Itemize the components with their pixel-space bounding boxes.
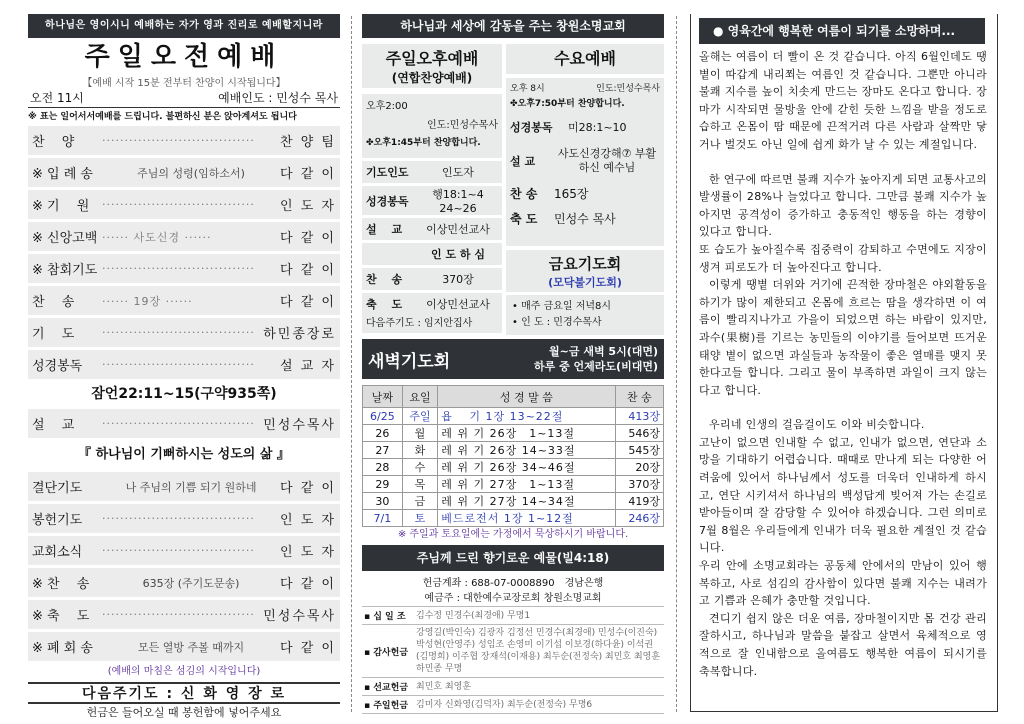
order-detail: ·································· [102,608,255,621]
dawn-prayer-banner [362,339,664,379]
afternoon-next-prayer: 다음주기도 : 임지안집사 [362,315,502,333]
offering-table [362,607,664,714]
order-detail: ·································· [102,134,255,147]
order-label: 찬 양 [32,135,75,150]
wednesday-friday [506,44,664,335]
wednesday-hymn-value: 165장 [554,187,589,201]
table-cell: 6/25 [363,408,403,425]
order-person: 인 도 자 [280,199,336,214]
table-cell: 419장 [615,493,663,510]
afternoon-order-value: 이상민선교사 [426,223,490,236]
friday-info [506,295,664,335]
column-separator [351,16,352,712]
table-row [363,442,664,459]
order-person: 하민종장로 [263,327,336,342]
wednesday-title: 수요예배 [506,44,664,74]
order-item [28,568,340,597]
order-person: 찬 양 팀 [280,135,336,150]
essay-paragraph: 우리 안에 소명교회라는 공동체 안에서의 만남이 있어 행복하고, 사로 섬김의 감사함이 있다면 불쾌 지수는 내려가고 기쁨과 은혜가 충만할 것입니다. [699,559,987,608]
afternoon-order-label: 찬 송 [366,273,403,286]
friday-header [506,250,664,292]
essay-paragraph: 고난이 없으면 인내할 수 없고, 인내가 없으면, 연단과 소망을 기대하기 어렵습니다. 때때로 만나게 되는 다양한 어려움에 있어서 하나님께서 성도를 더욱더 인내하게 하시고, 연단 시키셔서 하나님의 백성답게 빚어져 가는 손길로 받아들이며 잘 감당할 수 있어야 하겠습니다. 그런 의미로 7월 8월은 우리들에게 인내가 더욱 필요한 계절인 것 같습니다. [699,435,987,555]
afternoon-order-item [362,243,502,265]
order-label: 설 교 [32,418,75,433]
table-header [363,386,664,408]
page-title: 주일오전예배 [84,42,284,72]
offering-note: 헌금은 들어오실 때 봉헌함에 넣어주세요 [86,706,282,719]
order-item [28,286,340,315]
table-cell: 토 [402,510,437,527]
order-item [28,254,340,283]
order-item [28,158,340,187]
order-person: 다 같 이 [280,481,336,496]
order-detail: 나 주님의 기쁨 되기 원하네 [125,480,257,494]
dawn-time-2: 하루 중 언제라도(비대면) [534,360,658,373]
table-cell: 545장 [615,442,663,459]
order-detail: 635장 (주기도문송) [142,576,240,590]
order-item [28,318,340,347]
order-list [28,409,340,438]
offering-names: 강영길(박인숙) 김광자 김정선 민경수(최경애) 민성수(이진숙) 박성현(안영주) 성임조 손영미 이기섭 이보경(하다윤) 이석권(김명희) 이주협 장재석(이재용) 최두순(전정숙) 최민호 최영훈 하민종 무명 [414,625,664,678]
offering-row [362,607,664,625]
offering-type: ▪ 감사헌금 [362,625,414,678]
account-number: 헌금계좌 : 688-07-0008890 경남은행 [422,578,604,589]
dawn-times [534,344,658,374]
afternoon-subtitle: (연합찬양예배) [391,71,473,85]
afternoon-title: 주일오후예배 [385,49,479,68]
table-cell: 수 [402,459,437,476]
friday-title: 금요기도회 [548,255,622,273]
order-item [28,504,340,533]
essay-paragraph: 우리네 인생의 걸음걸이도 이와 비슷합니다. [709,418,925,432]
table-cell: 금 [402,493,437,510]
order-detail: ·································· [102,358,255,371]
service-leader: 예배인도 : 민성수 목사 [218,91,338,105]
order-list [28,126,340,379]
table-cell: 레 위 기 27장 14~34절 [438,493,615,510]
dawn-title: 새벽기도회 [368,351,451,372]
table-cell: 28 [363,459,403,476]
afternoon-praise-time: ✤오후1:45부터 찬양합니다. [366,138,481,148]
wednesday-time: 오후 8시 [510,84,545,94]
wednesday-praise-time: ✤오후7:50부터 찬양합니다. [510,99,625,109]
table-cell: 413장 [615,408,663,425]
services-grid [362,44,664,335]
order-label: 교회소식 [32,545,83,560]
afternoon-order [362,161,502,315]
order-detail: ·································· [102,544,255,557]
order-label: ※ 축 도 [32,609,90,624]
order-detail: 주님의 성령(임하소서) [137,166,245,180]
essay-paragraph: 또 습도가 높아질수록 집중력이 감퇴하고 수면에도 지장이 생겨 피로도가 더 높아진다고 합니다. [699,242,987,274]
reading-schedule-table [362,385,664,527]
afternoon-order-value: 인 도 하 심 [431,248,485,261]
order-label: ※ 폐 회 송 [32,641,93,656]
time-leader-row [28,88,340,108]
afternoon-service [362,44,502,335]
order-person: 민성수목사 [263,609,336,624]
afternoon-order-item [362,293,502,315]
table-cell: 레 위 기 26장 1~13절 [438,425,615,442]
offering-row [362,625,664,678]
wednesday-hymn-label: 찬 송 [510,187,538,201]
church-banner: 하나님과 세상에 감동을 주는 창원소명교회 [362,14,664,38]
weekly-services-column [362,14,664,712]
friday-item: • 인 도 : 민경수목사 [512,317,602,328]
order-item [28,409,340,438]
table-cell: 베드로전서 1장 1~12절 [438,510,615,527]
table-row [363,493,664,510]
order-label: 성경봉독 [32,359,83,374]
order-detail: ·································· [102,198,255,211]
wednesday-hymn-row [510,185,660,202]
dawn-time-1: 월~금 새벽 5시(대면) [549,345,658,358]
wednesday-leader: 인도:민성수목사 [596,84,660,94]
subtitle: 【예배 시작 15분 전부터 찬양이 시작됩니다】 [82,78,286,89]
order-label: ※ 기 원 [32,199,90,214]
standing-note: ※ 표는 일어서서예배를 드립니다. 불편하신 분은 앉아계셔도 됩니다 [28,112,297,122]
order-person: 다 같 이 [280,641,336,656]
essay-column [690,14,998,712]
table-cell: 화 [402,442,437,459]
order-detail: 모든 열방 주볼 때까지 [137,640,245,654]
order-person: 다 같 이 [280,263,336,278]
wednesday-reading-value: 미28:1~10 [568,121,627,134]
order-item [28,222,340,251]
afternoon-order-value: 인도자 [442,166,474,179]
order-label: ※ 신앙고백 [32,231,98,246]
essay-paragraph: 한 연구에 따르면 불쾌 지수가 높아지게 되면 교통사고의 발생률이 28%나 늘었다고 합니다. 그만큼 불쾌 지수가 높아지면 공격성이 증가하고 충동적인 행동을 하는 경향이 있다고 합니다. [699,172,987,239]
order-person: 설 교 자 [280,359,336,374]
friday-item: • 매주 금요일 저녁8시 [512,301,612,312]
order-item [28,350,340,379]
afternoon-order-item [362,268,502,290]
offering-type: ▪ 주일헌금 [362,696,414,714]
order-label: 찬 송 [32,295,75,310]
next-week-prayer: 다음주기도 : 신 화 영 장 로 [28,682,340,704]
order-person: 다 같 이 [280,577,336,592]
order-item [28,126,340,155]
wednesday-time-row [510,81,660,94]
table-row [363,408,664,425]
afternoon-time: 오후2:00 [366,101,408,112]
afternoon-order-value: 이상민선교사 [426,298,490,311]
column-header: 날짜 [363,386,403,408]
table-cell: 레 위 기 26장 14~33절 [438,442,615,459]
wednesday-reading-label: 성경봉독 [510,121,553,134]
column-separator [676,16,677,712]
table-cell: 546장 [615,425,663,442]
table-cell: 7/1 [363,510,403,527]
essay-paragraph: 견디기 쉽지 않은 더운 여름, 장마철이지만 몸 건강 관리 잘하시고, 하나님과 말씀을 붙잡고 살면서 육체적으로 영적으로 잘 인내함으로 올여름도 행복한 여름이 되시기를 축복합니다. [699,611,987,678]
wednesday-reading-row [510,119,660,135]
essay-paragraph: 올해는 여름이 더 빨이 온 것 같습니다. 아직 6월인데도 땡볕이 따갑게 내리쬐는 여름인 것 같습니다. 그뿐만 아니라 불쾌 지수를 높이 치솟게 만드는 장마도 온다고 합니다. 장마가 시작되면 물방울 안에 갇힌 듯한 느낌을 받을 정도로 습하고 온몸이 땀 때문에 끈적거려 다른 사람과 살짝만 닿거나 벌것도 아닌 일에 쉽게 화가 날 수 있는 계절입니다. [699,50,987,151]
table-row [363,459,664,476]
closing-note: (예배의 마침은 섬김의 시작입니다) [107,666,261,677]
order-item [28,536,340,565]
wednesday-sermon-label: 설 교 [510,155,536,168]
essay-body [691,44,997,680]
order-detail: ·································· [102,512,255,525]
account-holder: 예금주 : 대한예수교장로회 창원소명교회 [362,589,664,607]
order-person: 다 같 이 [280,231,336,246]
table-row [363,510,664,527]
table-cell: 레 위 기 27장 1~13절 [438,476,615,493]
afternoon-order-label: 축 도 [366,298,403,311]
order-item [28,600,340,629]
offering-row [362,696,664,714]
table-cell: 246장 [615,510,663,527]
table-row [363,425,664,442]
column-header: 성 경 말 씀 [438,386,615,408]
offering-names: 김미자 신화영(김덕자) 최두순(전정숙) 무명6 [414,696,664,714]
afternoon-order-label: 성경봉독 [366,194,409,208]
afternoon-order-item [362,218,502,240]
table-cell: 30 [363,493,403,510]
order-person: 다 같 이 [280,167,336,182]
table-cell: 20장 [615,459,663,476]
table-cell: 26 [363,425,403,442]
order-label: 봉헌기도 [32,513,83,528]
wednesday-sermon-row [510,147,660,175]
afternoon-header [362,44,502,88]
order-person: 다 같 이 [280,295,336,310]
table-cell: 주일 [402,408,437,425]
scripture-ref: 잠언22:11~15(구약935쪽) [91,386,277,402]
table-row [363,476,664,493]
table-cell: 목 [402,476,437,493]
order-label: ※ 입 례 송 [32,167,93,182]
essay-paragraph: 이렇게 땡볕 더위와 거기에 끈적한 장마철은 야외활동을 하기가 많이 제한되고 온몸에 흐르는 땀을 생각하면 이 여름이 빨리지나가고 가을이 되었으면 하는 바람이 있지만, 과수(果樹)를 기르는 농민들의 이야기를 들어보면 뜨거운 태양 볕이 없으면 과실들과 농작물이 좋은 열매를 맺지 못한다고들 합니다. 그리고 물이 부족하면 과일이 크지 않는다고 합니다. [699,278,987,397]
sermon-title: 『 하나님이 기뻐하시는 성도의 삶 』 [78,447,290,462]
wednesday-blessing-label: 축 도 [510,212,538,226]
order-label: 기 도 [32,327,75,342]
wednesday-blessing-value: 민성수 목사 [554,212,616,226]
afternoon-order-value: 370장 [442,273,474,286]
order-person: 인 도 자 [280,513,336,528]
offering-row [362,678,664,696]
offering-type: ▪ 선교헌금 [362,678,414,696]
wednesday-info [506,78,664,246]
table-cell: 욥 기 1장 13~22절 [438,408,615,425]
offering-names: 최민호 최영훈 [414,678,664,696]
table-cell: 29 [363,476,403,493]
offering-banner: 주님께 드린 향기로운 예물(빌4:18) [362,545,664,571]
order-detail: ······ 19장 ······ [102,294,193,308]
column-header: 요일 [402,386,437,408]
essay-title: ● 영육간에 행복한 여름이 되기를 소망하며... [699,18,985,44]
afternoon-order-label: 설 교 [366,223,403,236]
order-label: ※ 참회기도 [32,263,98,278]
afternoon-order-label: 기도인도 [366,166,409,179]
schedule-note: ※ 주일과 토요일에는 가정에서 묵상하시기 바랍니다. [397,529,629,540]
order-detail: ·································· [102,326,255,339]
morning-service-column [28,14,340,719]
order-person: 인 도 자 [280,545,336,560]
order-detail: ·································· [102,262,255,275]
order-person: 민성수목사 [263,418,336,433]
afternoon-info [362,94,502,158]
order-label: 결단기도 [32,481,83,496]
table-cell: 레 위 기 26장 34~46절 [438,459,615,476]
friday-subtitle: (모닥불기도회) [548,276,622,289]
offering-type: ▪ 십 일 조 [362,607,414,625]
order-item [28,472,340,501]
order-item [28,632,340,661]
offering-names: 김수정 민경수(최경애) 무명1 [414,607,664,625]
order-item [28,190,340,219]
service-time: 오전 11시 [30,91,84,105]
wednesday-blessing-row [510,210,660,227]
wednesday-sermon-value: 사도신경강해⑦ 부활하신 예수님 [557,147,657,174]
table-cell: 27 [363,442,403,459]
afternoon-order-value: 행18:1~4 24~26 [432,188,484,215]
table-cell: 370장 [615,476,663,493]
column-header: 찬 송 [615,386,663,408]
order-detail: ······ 사도신경 ······ [102,230,212,244]
order-label: ※ 찬 송 [32,577,90,592]
table-cell: 월 [402,425,437,442]
motto-banner: 하나님은 영이시니 예배하는 자가 영과 진리로 예배할지니라 [28,14,340,38]
order-detail: ·································· [102,417,255,430]
order-list [28,472,340,661]
afternoon-order-item [362,186,502,215]
afternoon-order-item [362,161,502,183]
afternoon-leader: 인도:민성수목사 [427,120,498,131]
